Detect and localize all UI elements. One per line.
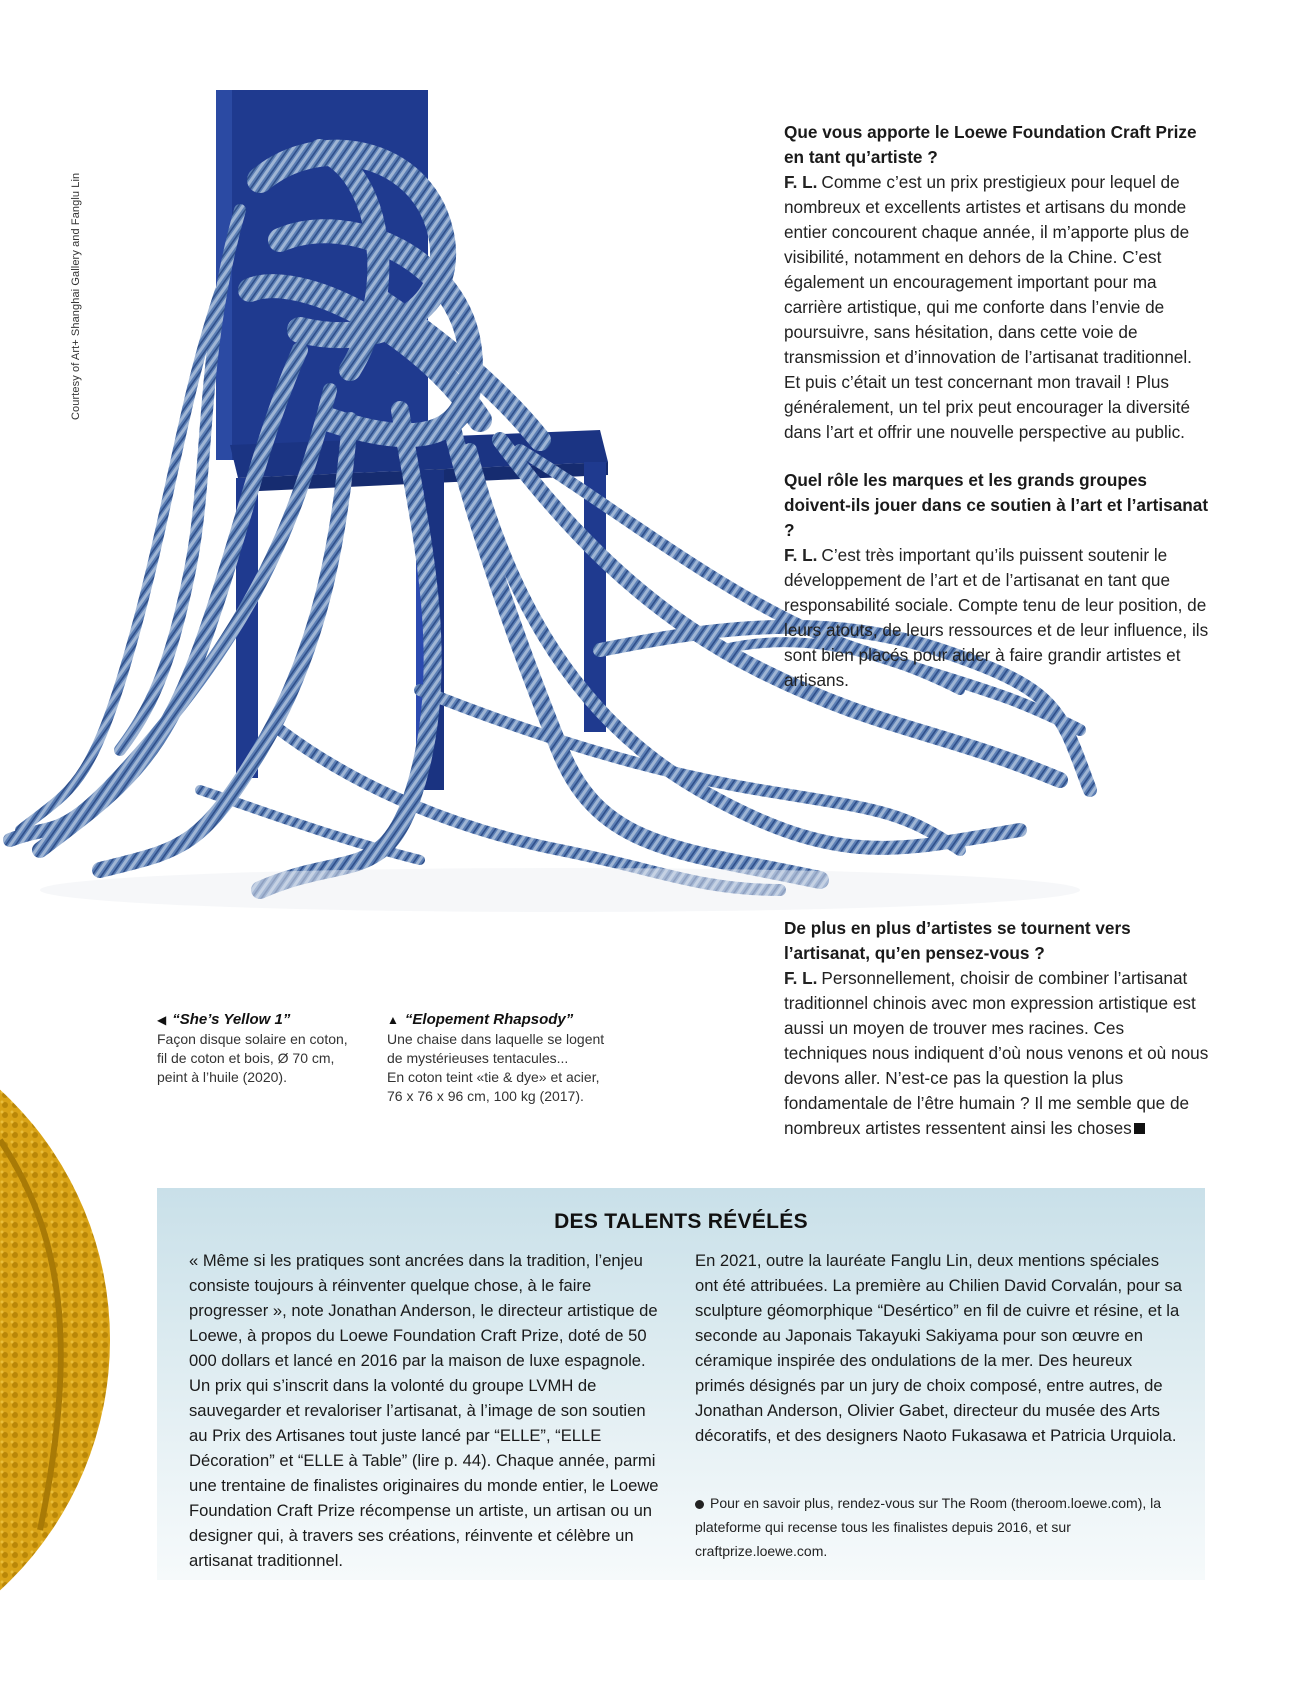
caption-title: “She’s Yellow 1” — [172, 1011, 291, 1028]
box-left-text: « Même si les pratiques sont ancrées dans la tradition, l’enjeu consiste toujours à réinventer quelque chose, à le faire progresser », note Jonathan Anderson, le directeur artistique de Loewe, à propos du Loewe Foundation Craft Prize, doté de 50 000 dollars et lancé en 2016 par la maison de luxe espagnole. Un prix qui s’inscrit dans la volonté du groupe LVMH de sauvegarder et revaloriser l’artisanat, à l’image de son soutien au Prix des Artisanes tout juste lancé par “ELLE”, “ELLE Décoration” et “ELLE à Table” (lire p. 44). Chaque année, parmi une trentaine de finalistes originaires du monde entier, le Loewe Foundation Craft Prize récompense un artiste, un artisan ou un designer qui, à travers ses créations, réinvente et célèbre un artisanat traditionnel. — [189, 1251, 659, 1570]
photo-credit-text: Courtesy of Art+ Shanghai Gallery and Fanglu Lin — [70, 172, 82, 420]
answer-text: C’est très important qu’ils puissent soutenir le développement de l’art et de l’artisanat en tant que responsabilité sociale. Compte tenu de leur position, de leurs atouts, de leurs ressources et de leur influence, ils sont bien placés pour aider à faire grandir artistes et artisans. — [784, 545, 1209, 690]
interview-block-1 — [784, 120, 1209, 445]
caption-line: Une chaise dans laquelle se logent — [387, 1031, 605, 1047]
interview-answer — [784, 170, 1209, 445]
answer-initials: F. L. — [784, 172, 818, 192]
interview-answer — [784, 543, 1209, 693]
interview-question: Que vous apporte le Loewe Foundation Craft Prize en tant qu’artiste ? — [784, 122, 1197, 167]
end-mark — [1134, 1123, 1145, 1134]
caption-line: En coton teint «tie & dye» et acier, — [387, 1069, 600, 1085]
interview-block-2 — [784, 468, 1209, 693]
bullet-icon — [695, 1500, 704, 1509]
interview-question: Quel rôle les marques et les grands groupes doivent-ils jouer dans ce soutien à l’art et l’artisanat ? — [784, 470, 1209, 540]
caption-line: fil de coton et bois, Ø 70 cm, — [157, 1050, 335, 1066]
shes-yellow-artwork — [0, 1010, 110, 1670]
caption-line: Façon disque solaire en coton, — [157, 1031, 348, 1047]
interview-question: De plus en plus d’artistes se tournent vers l’artisanat, qu’en pensez-vous ? — [784, 918, 1131, 963]
answer-initials: F. L. — [784, 545, 818, 565]
interview-answer — [784, 966, 1209, 1141]
caption-title: “Elopement Rhapsody” — [404, 1011, 574, 1028]
box-note — [695, 1491, 1185, 1563]
caption-line: peint à l’huile (2020). — [157, 1069, 287, 1085]
talents-box — [157, 1188, 1205, 1580]
left-arrow-icon: ◀ — [157, 1013, 167, 1027]
answer-initials: F. L. — [784, 968, 818, 988]
caption-elopement-rhapsody — [387, 1010, 637, 1106]
box-right-text: En 2021, outre la lauréate Fanglu Lin, deux mentions spéciales ont été attribuées. La première au Chilien David Corvalán, pour sa sculpture géomorphique “Desértico” en fil de cuivre et résine, et la seconde au Japonais Takayuki Sakiyama pour son œuvre en céramique inspirée des ondulations de la mer. Des heureux primés désignés par un jury de choix composé, entre autres, de Jonathan Anderson, Olivier Gabet, directeur du musée des Arts décoratifs, et des designers Naoto Fukasawa et Patricia Urquiola. — [695, 1251, 1183, 1445]
caption-shes-yellow — [157, 1010, 367, 1087]
caption-line: de mystérieuses tentacules... — [387, 1050, 569, 1066]
box-title: DES TALENTS RÉVÉLÉS — [554, 1210, 808, 1233]
interview-block-3 — [784, 916, 1209, 1141]
answer-text: Comme c’est un prix prestigieux pour lequel de nombreux et excellents artistes et artisans du monde entier concourent chaque année, il m’apporte plus de visibilité, notamment en dehors de la Chine. C’est également un encouragement important pour ma carrière artistique, qui me conforte dans l’envie de poursuivre, sans hésitation, dans cette voie de transmission et d’innovation de l’artisanat traditionnel. Et puis c’était un test concernant mon travail ! Plus généralement, un tel prix peut encourager la diversité dans l’art et offrir une nouvelle perspective au public. — [784, 172, 1192, 442]
up-arrow-icon: ▲ — [387, 1013, 399, 1027]
caption-line: 76 x 76 x 96 cm, 100 kg (2017). — [387, 1088, 584, 1104]
answer-text: Personnellement, choisir de combiner l’artisanat traditionnel chinois avec mon expression artistique est aussi un moyen de trouver mes racines. Ces techniques nous indiquent d’où nous venons et où nous devons aller. N’est-ce pas la question la plus fondamentale de l’être humain ? Il me semble que de nombreux artistes ressentent ainsi les choses — [784, 968, 1209, 1138]
box-note-text: Pour en savoir plus, rendez-vous sur The Room (theroom.loewe.com), la plateforme qui recense tous les finalistes depuis 2016, et sur craftprize.loewe.com. — [695, 1495, 1162, 1559]
